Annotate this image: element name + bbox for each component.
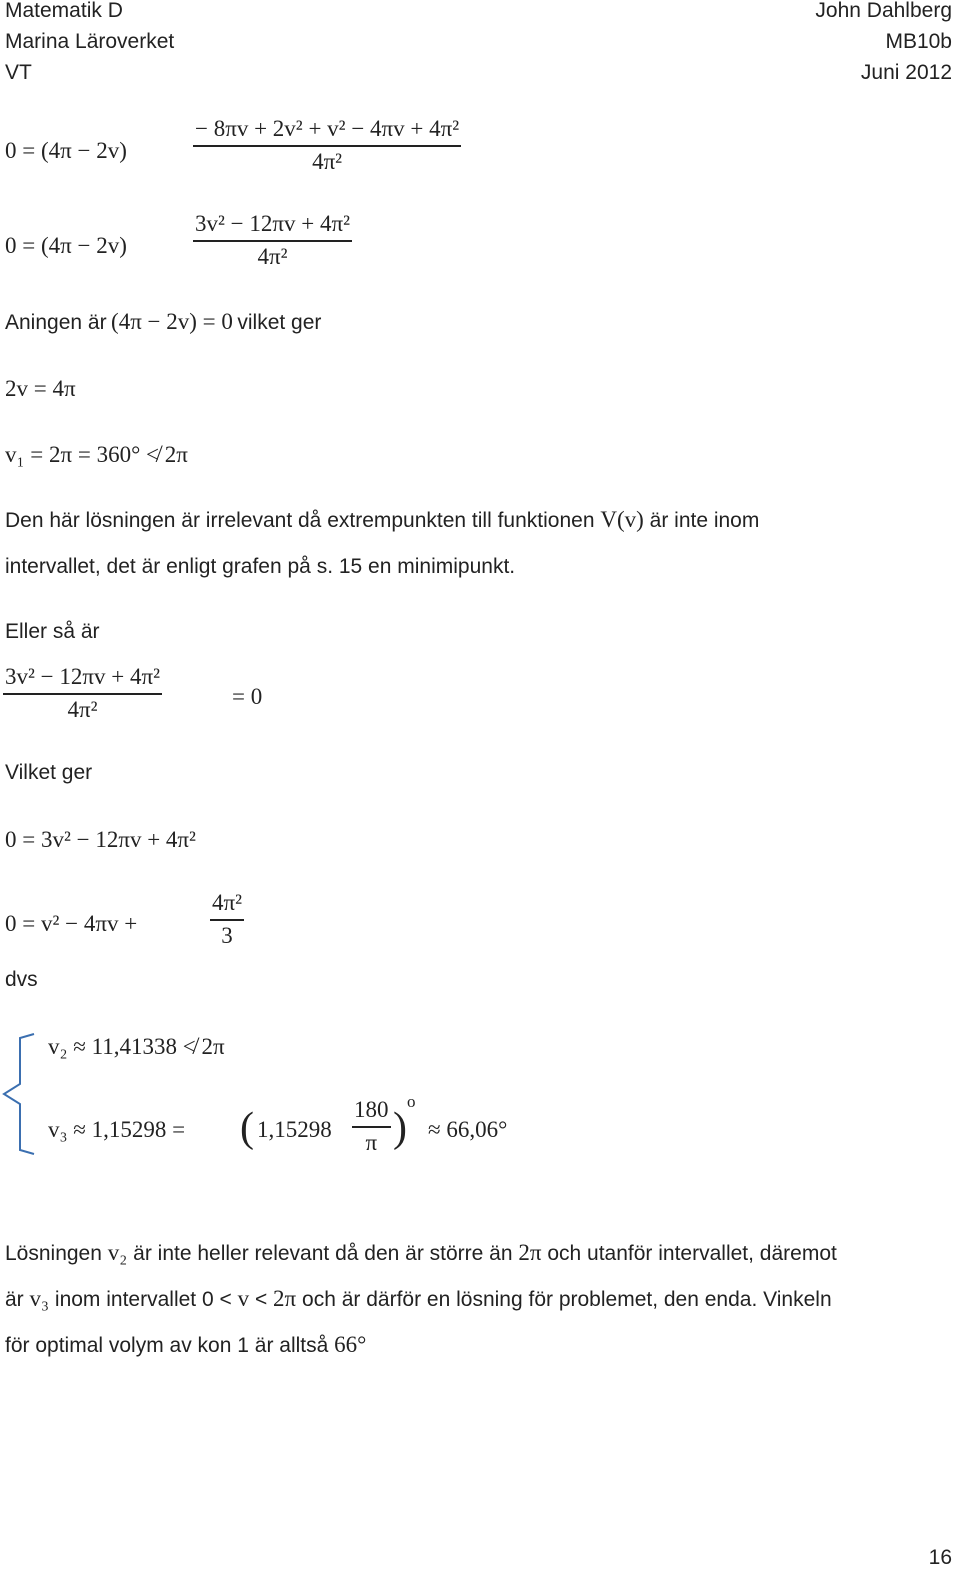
eq5-rhs: = 0 [232,684,263,709]
para2-line2 [5,1286,832,1312]
eq3: 2v = 4π [5,376,76,401]
para1-text-b: är inte inom [649,509,760,532]
para2-math: v₃ [29,1286,50,1311]
para1-line1 [5,507,759,533]
eq2-denominator: 4π² [257,243,288,269]
para1-line2: intervallet, det är enligt grafen på s. 15 en minimipunkt. [5,555,516,578]
date: Juni 2012 [860,61,952,84]
para2-text: är inte heller relevant då den är större än [133,1242,513,1265]
eq5-numerator: 3v² − 12πv + 4π² [5,664,160,689]
aningen-math: (4π − 2v) = 0 [111,309,233,334]
para2-math: 66° [334,1332,367,1357]
eq2-fraction [193,211,352,270]
eq2-lhs: 0 = (4π − 2v) [5,233,127,258]
para2-math: v [237,1286,250,1311]
para2-text: < [254,1288,268,1311]
dvs-text: dvs [5,968,38,991]
deg-conversion-numerator: 180 [354,1097,389,1122]
eq5-denominator: 4π² [67,696,98,722]
header-left [5,0,174,88]
system-row-v3-inner: 1,15298 [257,1117,332,1142]
para2-math: 2π [518,1240,542,1265]
eq7-lhs: 0 = v² − 4πv + [5,911,138,936]
eller-text: Eller så är [5,620,100,643]
system-row-v3-lhs: v₃ ≈ 1,15298 = [48,1117,186,1142]
course-name: Matematik D [5,0,123,22]
eq1-denominator: 4π² [312,148,343,174]
para2-math: v₂ [107,1240,128,1265]
para1-math: V(v) [600,507,644,532]
eq4: v₁ = 2π = 360° ≮ 2π [5,442,188,467]
eq6: 0 = 3v² − 12πv + 4π² [5,827,196,852]
author-name: John Dahlberg [815,0,952,22]
header-right [815,0,952,88]
vilket-ger-text: vilket ger [237,311,322,334]
eq5-fraction [3,664,162,723]
degree-superscript: o [407,1092,416,1111]
class-code: MB10b [885,30,952,53]
para2-math: 2π [273,1286,297,1311]
eq1-numerator: − 8πv + 2v² + v² − 4πv + 4π² [195,116,460,141]
para2-text: Lösningen [5,1242,102,1265]
system-row-v3-rhs: ≈ 66,06° [428,1117,508,1142]
eq7-denominator: 3 [221,922,233,948]
para2-text: är [5,1288,24,1311]
left-brace-icon [0,1032,40,1157]
deg-conversion-fraction [352,1097,391,1156]
eq2-numerator: 3v² − 12πv + 4π² [195,211,350,236]
left-paren: ( [240,1105,254,1151]
aningen-text: Aningen är [5,311,107,334]
eq7-fraction [210,890,244,949]
para1-text-a: Den här lösningen är irrelevant då extrempunkten till funktionen [5,509,595,532]
page-number: 16 [928,1546,952,1569]
school-name: Marina Läroverket [5,30,175,53]
para2-line1 [5,1240,837,1266]
eq1-fraction [193,116,461,175]
para2-text: inom intervallet 0 < [54,1288,232,1311]
deg-conversion-denominator: π [365,1129,378,1155]
para2-text: och utanför intervallet, däremot [547,1242,837,1265]
right-paren: ) [393,1105,407,1151]
vilket-text: Vilket ger [5,761,93,784]
para2-line3 [5,1332,366,1358]
para2-text: för optimal volym av kon 1 är alltså [5,1334,329,1357]
aningen-line [5,309,321,335]
para2-text: och är därför en lösning för problemet, den enda. Vinkeln [302,1288,832,1311]
term: VT [5,61,32,84]
eq1-lhs: 0 = (4π − 2v) [5,138,127,163]
eq7-numerator: 4π² [212,890,243,915]
system-row-v2: v₂ ≈ 11,41338 ≮ 2π [48,1034,225,1059]
